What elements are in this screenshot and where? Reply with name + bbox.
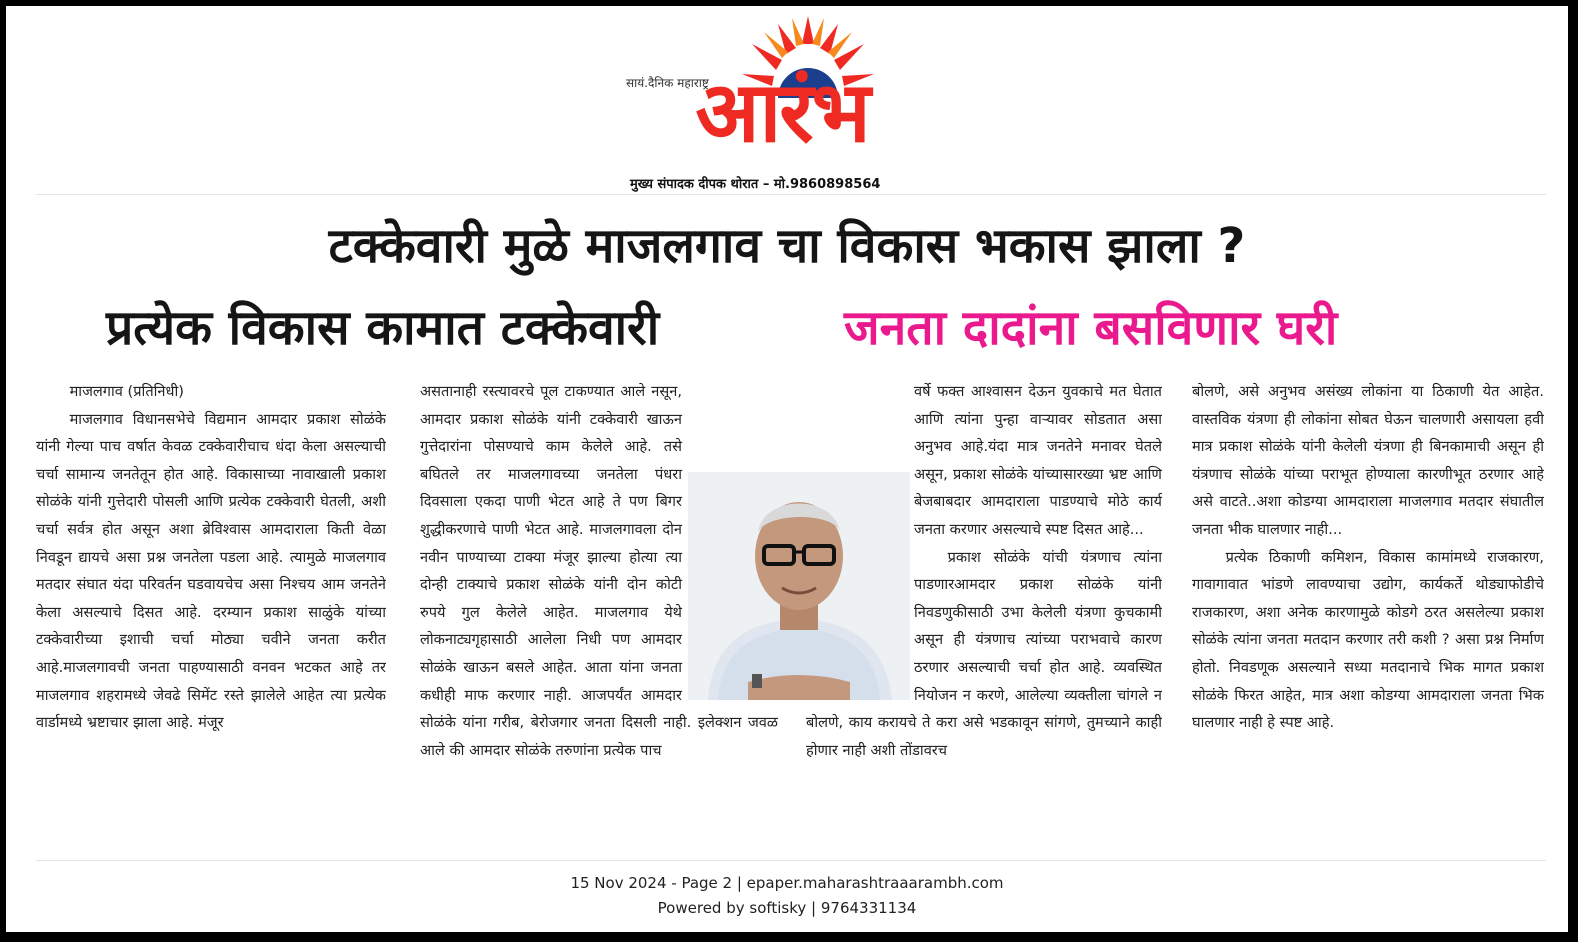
paragraph: प्रत्येक ठिकाणी कमिशन, विकास कामांमध्ये राजकारण, गावागावात भांडणे लावण्याचा उद्योग, कार्यकर्ते थोड्याफोडीचे राजकारण, अशा अनेक कारणामुळे कोडगे ठरत असलेल्या प्रकाश सोळंके त्यांना जनता मतदान करणार तरी कशी ? असा प्रश्न निर्माण होतो. निवडणूक असल्याने सध्या मतदानाचे भिक मागत प्रकाश सोळंके फिरत आहेत, मात्र अशा कोडग्या आमदाराला जनता भिक घालणार नाही हे स्पष्ट आहे. — [1192, 548, 1544, 732]
article-column-4 — [1192, 378, 1544, 858]
paragraph: प्रकाश सोळंके यांची यंत्रणाच त्यांना पाडणारआमदार प्रकाश सोळंके यांनी निवडणुकीसाठी उभा केलेली यंत्रणा कुचकामी असून ही यंत्रणाच त्यांच्या पराभवाचे कारण ठरणार असल्याची चर्चा होत आहे. व्यवस्थित नियोजन न करणे, आलेल्या व्यक्तीला चांगले न बोलणे, काय करायचे ते करा असे भडकावून सांगणे, तुमच्याने काही होणार नाही अशी तोंडावरच — [806, 548, 1162, 759]
paper-name-logo: आरंभ — [695, 63, 869, 161]
dateline: माजलगाव (प्रतिनिधी) — [69, 383, 184, 400]
headline-main: टक्केवारी मुळे माजलगाव चा विकास भकास झाला ? — [328, 218, 1246, 274]
headline-sub-pink: जनता दादांना बसविणार घरी — [844, 300, 1338, 356]
article-column-1 — [36, 378, 386, 858]
headline-sub-black: प्रत्येक विकास कामात टक्केवारी — [106, 300, 660, 356]
newspaper-page — [6, 6, 1568, 932]
footer-credit: Powered by softisky | 9764331134 — [657, 899, 917, 917]
divider — [36, 194, 1546, 195]
politician-photo — [688, 472, 910, 700]
tagline: सायं.दैनिक महाराष्ट्र — [626, 76, 709, 90]
footer-date-url: 15 Nov 2024 - Page 2 | epaper.maharashtraaarambh.com — [570, 874, 1004, 892]
editor-line: मुख्य संपादक दीपक थोरात – मो.9860898564 — [630, 177, 881, 192]
portrait-image — [688, 472, 910, 700]
divider — [36, 860, 1546, 861]
paragraph: माजलगाव विधानसभेचे विद्यमान आमदार प्रकाश सोळंके यांनी गेल्या पाच वर्षात केवळ टक्केवारीचाच धंदा केला असल्याची चर्चा सामान्य जनतेतून होत आहे. विकासाच्या नावाखाली प्रकाश सोळंके यांनी गुत्तेदारी पोसली आणि प्रत्येक टक्केवारी घेतली, अशी चर्चा सर्वत्र होत असून अशा ब्रेविश्वास आमदाराला किती वेळा निवडून द्यायचे असा प्रश्न जनतेला पडला आहे. त्यामुळे माजलगाव मतदार संघात यंदा परिवर्तन घडवायचेच असा निश्चय आम जनतेने केला असल्याचे दिसत आहे. दरम्यान प्रकाश साळुंके यांच्या टक्केवारीच्या इशाची चर्चा मोठ्या चवीने जनता करीत आहे.माजलगावची जनता पाहण्यासाठी वनवन भटकत आहे तर माजलगाव शहरामध्ये जेवढे सिमेंट रस्ते झालेले आहेत त्या प्रत्येक वार्डामध्ये भ्रष्टाचार झाला आहे. मंजूर — [36, 410, 386, 732]
paragraph: बोलणे, असे अनुभव असंख्य लोकांना या ठिकाणी येत आहेत. वास्तविक यंत्रणा ही लोकांना सोबत घेऊन चालणारी असायला हवी मात्र प्रकाश सोळंके यांनी केलेली यंत्रणा ही बिनकामाची असून ही यंत्रणाच सोळंके यांच्या पराभूत होण्याला कारणीभूत ठरणार आहे असे वाटते..अशा कोडग्या आमदाराला माजलगाव मतदार संघातील जनता भीक घालणार नाही... — [1192, 383, 1544, 538]
masthead — [612, 14, 952, 190]
paragraph: असतानाही रस्त्यावरचे पूल टाकण्यात आले नसून, आमदार प्रकाश सोळंके यांनी टक्केवारी खाऊन गुत्तेदारांना पोसण्याचे काम केलेले आहे. तसे बघितले तर माजलगावच्या जनतेला पंधरा दिवसाला एकदा पाणी भेटत आहे ते पण बिगर शुद्धीकरणाचे पाणी भेटत आहे. माजलगावला दोन नवीन पाण्याच्या टाक्या मंजूर झाल्या होत्या त्या दोन्ही टाक्याचे प्रकाश सोळंके यांनी दोन कोटी रुपये गुल केलेले आहेत. माजलगाव येथे लोकनाट्यगृहासाठी आलेला निधी पण आमदार सोळंके खाऊन बसले आहेत. आता यांना जनता कधीही माफ करणार नाही. आजपर्यंत आमदार सोळंके यांना गरीब, बेरोजगार जनता दिसली नाही. इलेक्शन जवळ आले की आमदार सोळंके तरुणांना प्रत्येक पाच — [420, 383, 778, 759]
paragraph: वर्षे फक्त आश्वासन देऊन युवकाचे मत घेतात आणि त्यांना पुन्हा वाऱ्यावर सोडतात असा अनुभव आहे.यंदा मात्र जनतेने मनावर घेतले असून, प्रकाश सोळंके यांच्यासारख्या भ्रष्ट आणि बेजबाबदार आमदाराला पाडण्याचे मोठे कार्य जनता करणार असल्याचे स्पष्ट दिसत आहे... — [914, 383, 1162, 538]
